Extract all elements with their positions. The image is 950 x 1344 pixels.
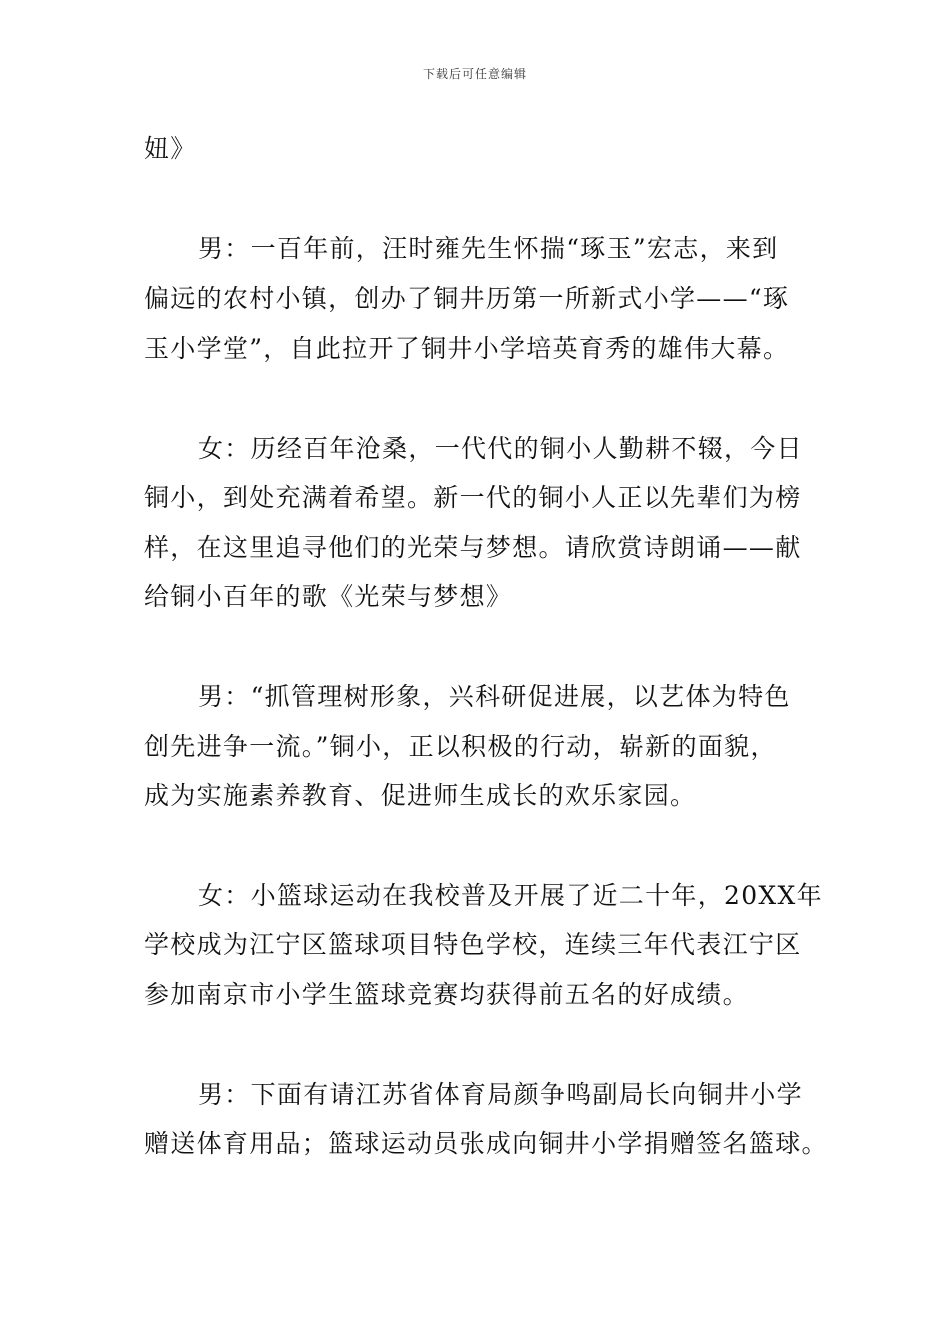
paragraph-6-line-1: 男：下面有请江苏省体育局颜争鸣副局长向铜井小学 bbox=[198, 1080, 803, 1109]
paragraph-2-line-3: 玉小学堂”，自此拉开了铜井小学培英育秀的雄伟大幕。 bbox=[144, 334, 790, 363]
paragraph-3-line-1: 女：历经百年沧桑，一代代的铜小人勤耕不辍，今日 bbox=[198, 434, 803, 463]
paragraph-5-line-3: 参加南京市小学生篮球竞赛均获得前五名的好成绩。 bbox=[144, 980, 749, 1009]
paragraph-3-line-2: 铜小，到处充满着希望。新一代的铜小人正以先辈们为榜 bbox=[144, 483, 802, 512]
paragraph-4-line-3: 成为实施素养教育、促进师生成长的欢乐家园。 bbox=[144, 781, 697, 810]
paragraph-1-line-1: 妞》 bbox=[144, 134, 197, 163]
paragraph-5-line-2: 学校成为江宁区篮球项目特色学校，连续三年代表江宁区 bbox=[144, 930, 802, 959]
paragraph-5-line-1: 女：小篮球运动在我校普及开展了近二十年，20XX年 bbox=[198, 881, 823, 910]
paragraph-4-line-1: 男：“抓管理树形象，兴科研促进展，以艺体为特色 bbox=[198, 682, 791, 711]
paragraph-3-line-3: 样，在这里追寻他们的光荣与梦想。请欣赏诗朗诵——献 bbox=[144, 533, 802, 562]
paragraph-6-line-2: 赠送体育用品；篮球运动员张成向铜井小学捐赠签名篮球。 bbox=[144, 1129, 828, 1158]
paragraph-2-line-2: 偏远的农村小镇，创办了铜井历第一所新式小学——“琢 bbox=[144, 284, 790, 313]
paragraph-2-line-1: 男：一百年前，汪时雍先生怀揣“琢玉”宏志，来到 bbox=[198, 234, 779, 263]
paragraph-3-line-4: 给铜小百年的歌《光荣与梦想》 bbox=[144, 582, 513, 611]
header-note: 下载后可任意编辑 bbox=[422, 67, 527, 81]
paragraph-4-line-2: 创先进争一流。”铜小，正以积极的行动，崭新的面貌， bbox=[144, 732, 777, 761]
